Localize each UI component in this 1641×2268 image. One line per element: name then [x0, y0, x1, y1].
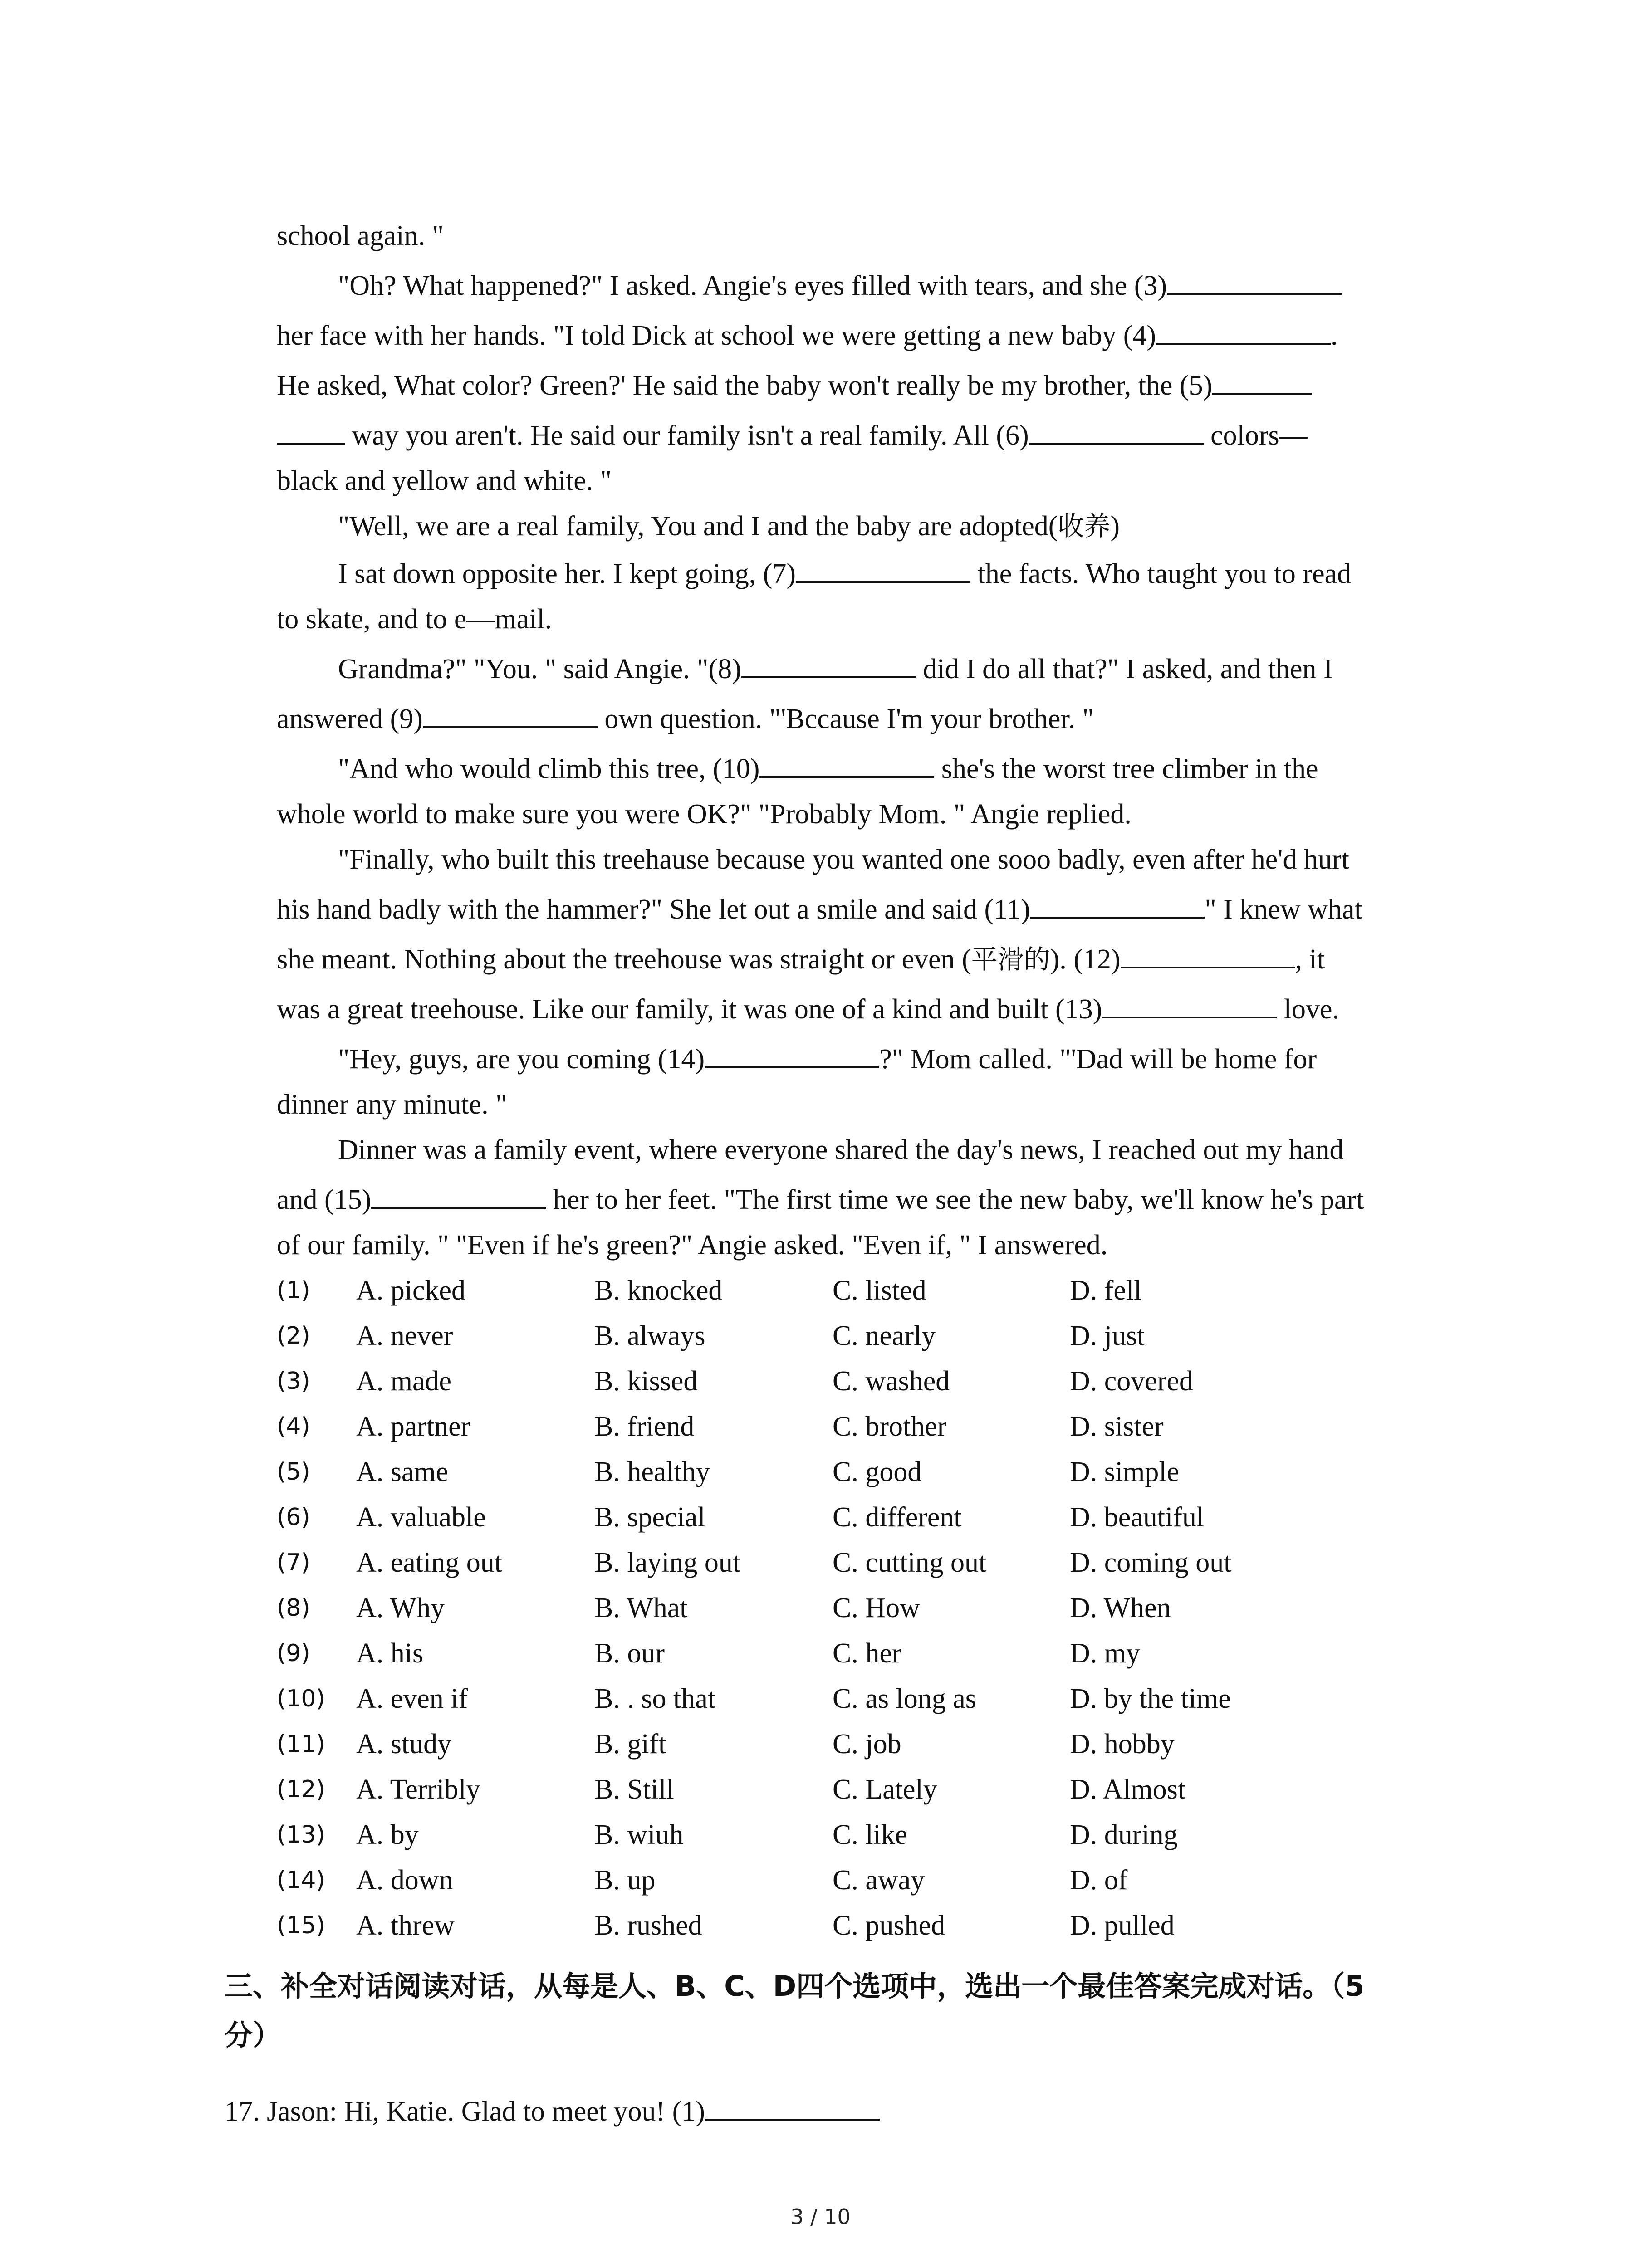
passage-line-4 — [277, 361, 1438, 411]
blank-8[interactable] — [741, 645, 916, 678]
option-b[interactable]: B. wiuh — [594, 1819, 684, 1850]
passage-line-5 — [277, 411, 1438, 460]
passage-text: "Finally, who built this treehause because you wanted one sooo badly, even after he'd hurt — [338, 844, 1349, 875]
option-d[interactable]: D. my — [1070, 1638, 1140, 1669]
option-b[interactable]: B. special — [594, 1502, 705, 1533]
passage-line-11 — [277, 694, 1438, 744]
option-a[interactable]: A. by — [356, 1819, 419, 1850]
passage-line-17 — [277, 984, 1438, 1034]
option-b[interactable]: B. up — [594, 1865, 656, 1896]
passage-text: "Oh? What happened?" I asked. Angie's eyes filled with tears, and she (3) — [338, 270, 1167, 301]
passage-text: ). (12) — [1050, 944, 1121, 975]
option-a[interactable]: A. even if — [356, 1683, 468, 1714]
option-row — [277, 1585, 1456, 1631]
option-d[interactable]: D. hobby — [1070, 1729, 1175, 1760]
option-row — [277, 1631, 1456, 1676]
passage-text: Grandma?" "You. " said Angie. "(8) — [338, 654, 741, 684]
option-c[interactable]: C. pushed — [833, 1910, 945, 1941]
passage-line-19 — [277, 1080, 1438, 1129]
option-a[interactable]: A. same — [356, 1457, 449, 1487]
passage-line-10 — [277, 644, 1438, 694]
option-d[interactable]: D. sister — [1070, 1411, 1164, 1442]
option-c[interactable]: C. How — [833, 1593, 920, 1623]
passage-text: ?" Mom called. "'Dad will be home for — [879, 1044, 1317, 1075]
passage-text-cjk: 平滑的 — [971, 944, 1050, 975]
passage-line-13 — [277, 789, 1438, 839]
passage-line-12 — [277, 744, 1438, 794]
blank-3[interactable] — [1167, 261, 1342, 295]
option-a[interactable]: A. never — [356, 1320, 453, 1351]
option-b[interactable]: B. rushed — [594, 1910, 702, 1941]
passage-text: to skate, and to e—mail. — [277, 604, 552, 635]
option-a[interactable]: A. partner — [356, 1411, 470, 1442]
passage-text: she meant. Nothing about the treehouse was straight or even ( — [277, 944, 971, 975]
option-d[interactable]: D. during — [1070, 1819, 1178, 1850]
passage-text: "Hey, guys, are you coming (14) — [338, 1044, 705, 1075]
option-b[interactable]: B. gift — [594, 1729, 666, 1760]
question-number: (13) — [277, 1821, 325, 1848]
passage-text: and (15) — [277, 1184, 372, 1215]
blank-11[interactable] — [1030, 885, 1205, 919]
blank-17-1[interactable] — [705, 2087, 880, 2121]
passage-text: her to her feet. "The first time we see the new baby, we'll know he's part — [546, 1184, 1364, 1215]
passage-text: whole world to make sure you were OK?" "Probably Mom. " Angie replied. — [277, 799, 1132, 830]
question-number: (4) — [277, 1413, 310, 1440]
option-row — [277, 1495, 1456, 1540]
passage-line-18 — [277, 1034, 1438, 1084]
option-c[interactable]: C. washed — [833, 1366, 950, 1397]
blank-14[interactable] — [705, 1035, 879, 1068]
passage-text: "And who would climb this tree, (10) — [338, 753, 760, 784]
passage-text: , it — [1295, 944, 1325, 975]
passage-text: way you aren't. He said our family isn't a real family. All (6) — [345, 420, 1029, 451]
question-number: (8) — [277, 1594, 310, 1622]
passage-line-15 — [277, 885, 1438, 934]
option-a[interactable]: A. Why — [356, 1593, 445, 1623]
question-number: (9) — [277, 1640, 310, 1667]
section-3-heading-line-2 — [225, 2011, 1450, 2060]
option-c[interactable]: C. like — [833, 1819, 908, 1850]
passage-text: ) — [1110, 511, 1120, 542]
option-row — [277, 1676, 1456, 1721]
option-d[interactable]: D. covered — [1070, 1366, 1193, 1397]
option-row — [277, 1903, 1456, 1948]
option-b[interactable]: B. always — [594, 1320, 705, 1351]
option-a[interactable]: A. picked — [356, 1275, 466, 1306]
option-d[interactable]: D. pulled — [1070, 1910, 1175, 1941]
option-a[interactable]: A. made — [356, 1366, 452, 1397]
option-d[interactable]: D. simple — [1070, 1457, 1180, 1487]
passage-text: colors— — [1203, 420, 1308, 451]
passage-text: dinner any minute. " — [277, 1089, 507, 1120]
passage-line-3 — [277, 311, 1438, 361]
blank-7[interactable] — [796, 549, 970, 583]
passage-text: was a great treehouse. Like our family, it was one of a kind and built (13) — [277, 994, 1102, 1025]
passage-line-9 — [277, 594, 1438, 644]
option-a[interactable]: A. study — [356, 1729, 452, 1760]
option-row — [277, 1359, 1456, 1404]
option-row — [277, 1313, 1456, 1359]
option-a[interactable]: A. valuable — [356, 1502, 486, 1533]
option-b[interactable]: B. Still — [594, 1774, 674, 1805]
passage-text: love. — [1277, 994, 1340, 1025]
blank-12[interactable] — [1121, 935, 1295, 968]
option-row — [277, 1721, 1456, 1767]
question-17-text: 17. Jason: Hi, Katie. Glad to meet you! (1) — [225, 2096, 705, 2127]
option-row — [277, 1540, 1456, 1585]
option-row — [277, 1268, 1456, 1313]
option-c[interactable]: C. different — [833, 1502, 962, 1533]
question-17 — [225, 2087, 1450, 2136]
option-b[interactable]: B. laying out — [594, 1547, 741, 1578]
blank-9[interactable] — [423, 694, 598, 728]
option-d[interactable]: D. just — [1070, 1320, 1145, 1351]
passage-line-20 — [277, 1125, 1438, 1175]
option-c[interactable]: C. job — [833, 1729, 901, 1760]
passage-text: "Well, we are a real family, You and I and the baby are adopted( — [338, 511, 1058, 542]
option-c[interactable]: C. listed — [833, 1275, 926, 1306]
passage-text: school again. " — [277, 220, 444, 251]
option-d[interactable]: D. by the time — [1070, 1683, 1231, 1714]
page-number: 3 / 10 — [790, 2204, 851, 2229]
passage-text: she's the worst tree climber in the — [934, 753, 1318, 784]
option-a[interactable]: A. Terribly — [356, 1774, 480, 1805]
passage-text: did I do all that?" I asked, and then I — [916, 654, 1333, 684]
question-number: (12) — [277, 1776, 325, 1803]
option-c[interactable]: C. cutting out — [833, 1547, 987, 1578]
option-d[interactable]: D. of — [1070, 1865, 1128, 1896]
option-c[interactable]: C. away — [833, 1865, 925, 1896]
blank-5-part-2[interactable] — [277, 411, 345, 445]
section-heading-text: 三、补全对话阅读对话，从每是人、B、C、D四个选项中，选出一个最佳答案完成对话。（5 — [225, 1970, 1365, 2003]
option-b[interactable]: B. . so that — [594, 1683, 715, 1714]
question-number: (14) — [277, 1867, 325, 1894]
option-row — [277, 1812, 1456, 1857]
passage-text-cjk: 收养 — [1058, 511, 1111, 542]
passage-text: black and yellow and white. " — [277, 465, 612, 496]
passage-line-6 — [277, 456, 1438, 506]
passage-text: He asked, What color? Green?' He said the baby won't really be my brother, the (5) — [277, 370, 1213, 401]
question-number: (5) — [277, 1458, 310, 1486]
question-number: (1) — [277, 1277, 310, 1304]
option-c[interactable]: C. nearly — [833, 1320, 936, 1351]
option-d[interactable]: D. Almost — [1070, 1774, 1185, 1805]
question-number: (2) — [277, 1322, 310, 1349]
passage-line-1 — [277, 211, 1438, 261]
passage-line-7 — [277, 501, 1438, 551]
passage-text: I sat down opposite her. I kept going, (7) — [338, 558, 796, 589]
blank-6[interactable] — [1029, 411, 1204, 445]
passage-text: his hand badly with the hammer?" She let out a smile and said (11) — [277, 894, 1030, 925]
option-d[interactable]: D. fell — [1070, 1275, 1142, 1306]
question-number: (7) — [277, 1549, 310, 1576]
blank-4[interactable] — [1156, 311, 1331, 345]
option-d[interactable]: D. coming out — [1070, 1547, 1232, 1578]
option-c[interactable]: C. good — [833, 1457, 922, 1487]
question-number: (11) — [277, 1730, 325, 1758]
passage-line-16 — [277, 934, 1438, 984]
option-c[interactable]: C. her — [833, 1638, 901, 1669]
passage-line-22 — [277, 1220, 1438, 1270]
option-b[interactable]: B. kissed — [594, 1366, 698, 1397]
question-number: (3) — [277, 1368, 310, 1395]
section-3-heading-line-1 — [225, 1962, 1450, 2011]
blank-5-part-1[interactable] — [1212, 361, 1312, 395]
passage-text: Dinner was a family event, where everyone shared the day's news, I reached out my hand — [338, 1134, 1344, 1165]
blank-13[interactable] — [1102, 985, 1277, 1018]
option-c[interactable]: C. brother — [833, 1411, 947, 1442]
question-number: (15) — [277, 1912, 325, 1939]
option-row — [277, 1857, 1456, 1903]
blank-10[interactable] — [759, 744, 934, 778]
passage-text: her face with her hands. "I told Dick at school we were getting a new baby (4) — [277, 320, 1156, 351]
passage-text: " I knew what — [1205, 894, 1362, 925]
option-c[interactable]: C. Lately — [833, 1774, 937, 1805]
passage-line-8 — [277, 549, 1438, 599]
passage-text: answered (9) — [277, 704, 423, 734]
blank-15[interactable] — [371, 1175, 546, 1209]
passage-line-21 — [277, 1175, 1438, 1225]
passage-line-14 — [277, 835, 1438, 885]
option-a[interactable]: A. his — [356, 1638, 424, 1669]
question-number: (6) — [277, 1504, 310, 1531]
passage-text: own question. "'Bccause I'm your brother. " — [597, 704, 1094, 734]
option-b[interactable]: B. friend — [594, 1411, 695, 1442]
option-a[interactable]: A. threw — [356, 1910, 455, 1941]
passage-text: the facts. Who taught you to read — [970, 558, 1352, 589]
option-a[interactable]: A. eating out — [356, 1547, 502, 1578]
option-a[interactable]: A. down — [356, 1865, 453, 1896]
question-number: (10) — [277, 1685, 325, 1712]
option-d[interactable]: D. beautiful — [1070, 1502, 1205, 1533]
option-b[interactable]: B. our — [594, 1638, 665, 1669]
option-d[interactable]: D. When — [1070, 1593, 1171, 1623]
passage-text: of our family. " "Even if he's green?" Angie asked. "Even if, " I answered. — [277, 1230, 1108, 1261]
option-row — [277, 1404, 1456, 1449]
option-b[interactable]: B. What — [594, 1593, 688, 1623]
option-b[interactable]: B. healthy — [594, 1457, 710, 1487]
option-c[interactable]: C. as long as — [833, 1683, 976, 1714]
section-heading-text: 分） — [225, 2019, 281, 2052]
option-row — [277, 1449, 1456, 1495]
passage-line-2 — [277, 261, 1438, 311]
option-b[interactable]: B. knocked — [594, 1275, 723, 1306]
passage-text: . — [1331, 320, 1338, 351]
option-row — [277, 1767, 1456, 1812]
